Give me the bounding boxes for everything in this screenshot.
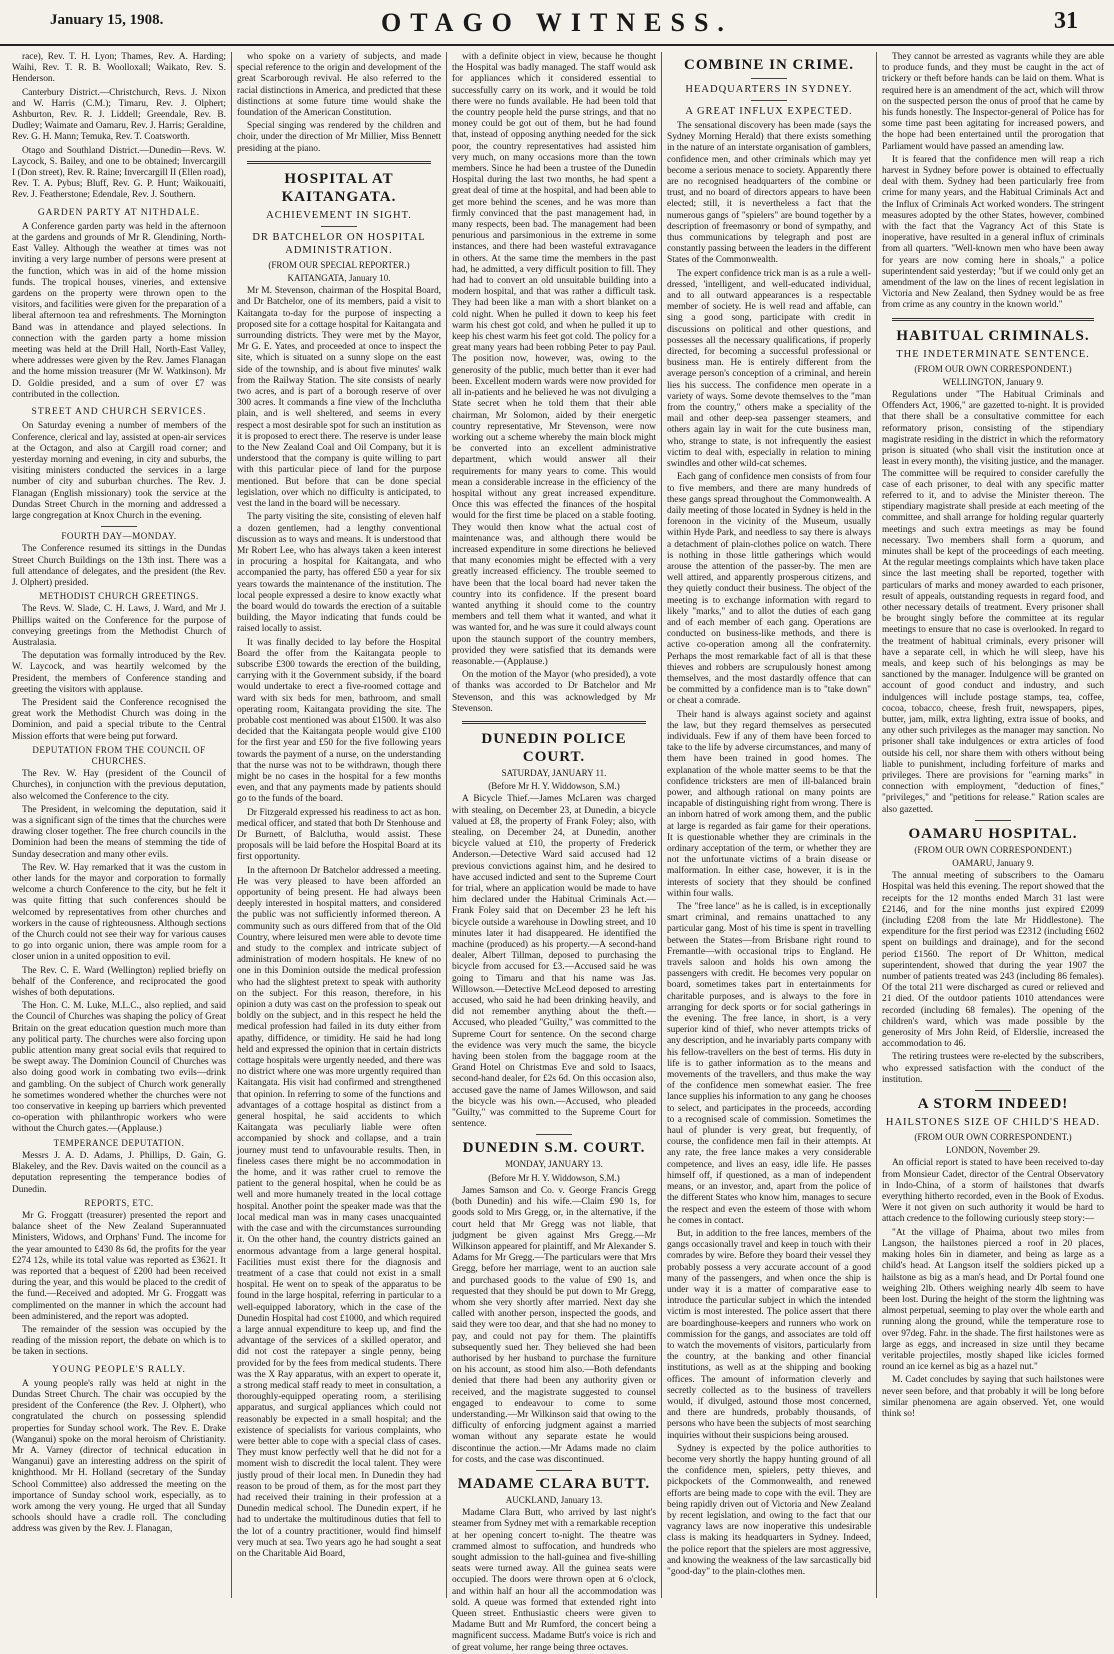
paragraph: On Saturday evening a number of members of the Conference, clerical and lay, assisted at open-air services at the Octagon, and also at Cargill road corner; and yesterday morning and evening, in city and suburbs, the visiting ministers conducted the services in a large number of city and suburban churches. The Rev. J. Flanagan (English missionary) took the service at the Dundas Street Church in the morning and addressed a large congregation at Knox Church in the evening.: [12, 421, 226, 521]
paragraph: The retiring trustees were re-elected by the subscribers, who expressed satisfaction with the conduct of the institution.: [882, 1052, 1104, 1085]
paragraph: The Rev. C. E. Ward (Wellington) replied briefly on behalf of the Conference, and reciprocated the good wishes of both deputations.: [12, 965, 226, 999]
divider: [321, 226, 357, 227]
paragraph: But, in addition to the free lances, members of the gangs occasionally travel and keep in touch with their comrades by wire. Before they board their vessel they probably possess a very accurate account of a good many of the passengers, and when once the ship is under way it is a matter of comparative ease to introduce the particular subject in which the intended victim is most interested. The police assert that there are boardinghouse-keepers and runners who work on commission for the gangs, and associates are told off to watch the movements of visitors, particularly from the country, at the banking and other financial institutions, as well as at the shipping and booking offices. The amount of information cleverly and secretly collected as to the business of travellers would, if divulged, astound those most concerned, and there are hundreds, probably thousands, of persons who have been the subjects of most searching inquiries without their suspicions being aroused.: [667, 1228, 871, 1441]
paragraph: "At the village of Phaima, about two miles from Langson, the hailstones pierced a roof in 20 places, making holes 6in in diameter, and being as large as a child's head. At Langson itself the soldiers picked up a hailstone as big as a man's head, and Dr Portal found one weighing 2lb. Others weighing nearly 4lb seem to have been lost. During the height of the storm the lightning was almost perpetual, seeming to play over the whole earth and running along the ground, while the temperature rose to over 97deg. Fahr. in the shade. The first hailstones were as large as eggs, and increased in size until they became veritable projectiles, mostly shaped like icicles formed round an ice kernel as big as a hazel nut.": [882, 1227, 1104, 1373]
paragraph: Mr G. Froggatt (treasurer) presented the report and balance sheet of the New Zealand Superannuated Ministers, Widows, and Orphans' Fund. The income for the year amounted to £430 8s 6d, the profits for the year £274 12s, while its total value was reported as £3621. It was reported that a bequest of £200 had been received during the year, and this would be placed to the credit of the fund.—Received and adopted. Mr G. Froggatt was complimented on the manner in which the account had been administered, and the report was adopted.: [12, 1210, 226, 1322]
column-rule: [661, 52, 662, 1598]
divider: [892, 318, 1094, 321]
paragraph: Otago and Southland District.—Dunedin—Revs. W. Laycock, S. Bailey, and one to be obtained; Invercargill I (Don street), Rev. R. Raine; Invercargill II (Ellen road), Rev. T. A. Pybus; Bluff, Rev. G. P. Hunt; Waikouaiti, Rev. J. Featherstone; Edendale, Rev. J. Southern.: [12, 145, 226, 201]
paragraph: The President said the Conference recognised the great work the Methodist Church was doing in the Dominion, and paid a special tribute to the Central Mission efforts that were being put forward.: [12, 697, 226, 742]
column-2: [237, 52, 441, 1600]
paragraph: Sydney is expected by the police authorities to become very shortly the happy hunting ground of all the confidence men, spielers, petty thieves, and pickpockets of the Commonwealth, and renewed efforts are being made to cope with the evil. They are being rapidly driven out of Victoria and New Zealand by recent legislation, and owing to the fact that our vagrancy laws are now inoperative this undesirable class is making its headquarters in Sydney. Indeed, the police report that the spielers are most aggressive, and knowing the weakness of the law sarcastically bid "good-day" to the plain-clothes men.: [667, 1443, 871, 1577]
paragraph: In the afternoon Dr Batchelor addressed a meeting. He was very pleased to have been afforded an opportunity of being present. He had always been deeply interested in hospital matters, and considered the public was not sufficiently informed thereon. A community such as ours differed from that of the Old Country, where leisured men were able to devote time and study to the complex and intricate subject of administration of modern hospitals. He knew of no one in this Dominion outside the medical profession who had the slightest pretext to speak with authority on the subject. For this reason, therefore, in his opinion a duty was cast on the profession to speak out boldly on the subject, and in this respect he held the medical profession had failed in its duty either from apathy, diffidence, or timidity. He said he had long held and expressed the opinion that in certain districts cottage hospitals were urgently needed, and there was no district where one was more urgently required than Kaitangata. His visit had confirmed and strengthened that opinion. In referring to some of the functions and advantages of a cottage hospital as distinct from a general hospital, he said accidents to which Kaitangata was peculiarly liable were often accompanied by shock and collapse, and a train journey must tend to unfavourable results. Then, in fineless cases there might be no accommodation in the home, and it was rather cruel to remove the patient to the general hospital, when he could be as well and more humanely treated in the local cottage hospital. Another point the speaker made was that the local medical man was in many cases unacquainted with the case and with the circumstances surrounding it. On the other hand, the country districts gained an enormous advantage from a large general hospital. Facilities must exist there for the diagnosis and treatment of a case that could not exist in a small hospital. He went on to speak of the apparatus to be found in the large hospital, referring in particular to a well-equipped laboratory, which in the case of the Dunedin Hospital had cost £1000, and which required a large annual expenditure to keep up, and find the advantage of the services of a skilled operator, and did not cost the ratepayer a single penny, being provided for by the fees from medical students. There was the X Ray apparatus, with an expert to operate it, a strong medical staff ready to meet in consultation, a thoroughly-equipped operating room, a sterilising apparatus, and surgical appliances which could not reasonably be expected in a small hospital; and the existence of specialists for various complaints, who were better able to cope with a special class of cases. They must know perfectly well that he did not for a moment wish to discredit the local talent. They were justly proud of their local men. In Dunedin they had reason to be proud of them, as for the most part they had received their training in their profession at a Dunedin medical school. The Dunedin expert, if he had to undertake the multitudinous duties that fell to the lot of a country practitioner, would find himself very much at sea. Two years ago he had sought a seat on the Charitable Aid Board,: [237, 865, 441, 1559]
paragraph: On the motion of the Mayor (who presided), a vote of thanks was accorded to Dr Batchelor and Mr Stevenson, and this was acknowledged by Mr Stevenson.: [452, 670, 656, 714]
paragraph: A Bicycle Thief.—James McLaren was charged with stealing, on December 23, at Dunedin, a bicycle valued at £8, the property of Frank Foley; also, with stealing, on December 24, at Dunedin, another bicycle valued at £10, the property of Frederick Anderson.—Detective Ward said accused had 12 previous convictions against him, and he desired to have accused indicted and sent to the Supreme Court for trial, where an application would be made to have him declared under the Habitual Criminals Act.—Frank Foley said that on December 23 he left his bicycle outside a warehouse in Dowling street, and 10 minutes later it had disappeared. He identified the machine (produced) as his property.—A second-hand dealer, Albert Tillman, deposed to purchasing the bicycle from accused for £3.—Accused said he was going to Timaru and that his name was Jas. Willowson.—Detective McLeod deposed to arresting accused, who said he had been drinking heavily, and did not remember anything about the theft.—Accused, who pleaded "Guilty," was committed to the Supreme Court for sentence. On the second charge the evidence was very much the same, the bicycle having been stolen from the baggage room at the Grand Hotel on Christmas Eve and sold to Isaacs, second-hand dealer, for £2s 6d. On this occasion also, accused gave the name of James Willowson, and said the bicycle was his own.—Accused, who pleaded "Guilty," was committed to the Supreme Court for sentence.: [452, 794, 656, 1130]
column-rule: [231, 52, 232, 1598]
paragraph: The Hon. C. M. Luke, M.L.C., also replied, and said the Council of Churches was shaping the policy of Great Britain on the great education question much more than any political party. The churches were also forcing upon public attention many great social evils that required to be swept away. The Dominion Council of Churches was also doing good work in combating two evils—drink and gambling. On the subject of Church work generally he sometimes wondered whether the churches were not too conservative in keeping up barriers which prevented co-operation with philanthropic workers who were without the Church gates.—(Applause.): [12, 1001, 226, 1135]
masthead: [0, 0, 1114, 46]
paragraph: with a definite object in view, because he thought the Hospital was badly managed. The staff would ask for appliances which it considered essential to successfully carry on its work, and it would be told there were no funds available. He had been told that the country people held the purse strings, and that no money could be got out of them, but he had found that, instead of opposing anything needed for the sick poor, the country representatives had assisted him very much, on many occasions more than the town members. Since he had been a trustee of the Dunedin Hospital during the last two months, he had spent a great deal of time at the hospital, and had been able to get more behind the scenes, and he was more than firmly convinced that the past management had, in many respects, been bad. The management had been penurious and parsimonious in the extreme in some instances, and there had been wasteful extravagance in others. At the same time the members in the past had, he admitted, a very difficult position to fill. They had had to convert an old unsuitable building into a modern hospital, and that was rather a difficult task. They had been like a man with a short blanket on a cold night. When he pulled it down to keep his feet warm his chest got cold, and when he pulled it up to keep his chest warm his feet got cold. The policy for a great many years had been robbing Peter to pay Paul. The position now, however, was, owing to the generosity of the public, much better than it ever had been. Excellent modern wards were now provided for all in-patients and he believed he was not divulging a State secret when he told them that their able chairman, Mr Solomon, aided by their energetic country representative, Mr Stevenson, were now working out a scheme whereby the main block might be converted into an excellent administrative department, which would answer all their requirements for many years to come. This would mean a considerable increase in the efficiency of the hospital without any great increased expenditure. Once this was effected the finances of the hospital would for the first time be placed on a stable footing. They would then know what the actual cost of maintenance was, and although there would be increased expenditure in some directions he believed that many economies might be effected with a very greatly increased efficiency. The trouble seemed to have been that the local board had never taken the country into its confidence. If the present board wanted anything it should come to the country members and tell them what it wanted, and what it was wanted for, and he was sure it could always count upon the staunch support of the country members, provided they were satisfied that its demands were reasonable.—(Applause.): [452, 52, 656, 667]
dateline: MONDAY, JANUARY 13.: [505, 1159, 603, 1170]
divider: [751, 78, 787, 79]
paragraph: The Revs. W. Slade, C. H. Laws, J. Ward, and Mr J. Phillips waited on the Conference for the purpose of conveying greetings from the Methodist Church of Australasia.: [12, 604, 226, 648]
paragraph: A Conference garden party was held in the afternoon at the gardens and grounds of Mr R. Glendining, North-East Valley. Although the weather at times was not inviting a very large number of persons were present at the function, which was in aid of the home mission funds. The tropical houses, vineries, and extensive gardens on the property were thrown open to the visitors, and facilities were given for the preparation of a liberal afternoon tea and refreshments. The Mornington Band was in attendance and played selections. In connection with the garden party a home mission meeting was held at the Drill Hall, North-East Valley, where addresses were given by the Rev. James Flanagan and the home mission treasurer (Mr W. Watkinson). Mr D. Goldie presided, and a sum of over £7 was contributed in the collection.: [12, 221, 226, 400]
article-subheadline: ACHIEVEMENT IN SIGHT.: [266, 209, 412, 221]
column-rule: [876, 52, 877, 1598]
article-subheadline: THE INDETERMINATE SENTENCE.: [896, 348, 1090, 360]
divider: [536, 1470, 572, 1471]
divider: [975, 1090, 1011, 1091]
paragraph: The Rev. W. Hay (president of the Council of Churches), in conjunction with the previous deputation, also welcomed the Conference to the city.: [12, 769, 226, 802]
paragraph: Special singing was rendered by the children and choir, under the direction of Mr Millier, Miss Bennett presiding at the piano.: [237, 121, 441, 154]
section-heading: METHODIST CHURCH GREETINGS.: [39, 591, 199, 602]
article-subheadline: HEADQUARTERS IN SYDNEY.: [685, 84, 853, 95]
article-headline: DUNEDIN S.M. COURT.: [462, 1140, 646, 1157]
paragraph: The Rev. W. Hay remarked that it was the custom in other lands for the mayor and corporation to formally welcome a church Conference to the city, but he felt it was quite fitting that such conferences should be welcomed by representatives from other churches and workers in the cause of righteousness. Although sections of the Church could not see their way for various causes to go into organic union, there was ample room for a closer union in a united opposition to evil.: [12, 862, 226, 963]
issue-date: January 15, 1908.: [50, 12, 164, 28]
paragraph: Each gang of confidence men consists of from four to five members, and there are many hundreds of these gangs spread throughout the Commonwealth. A daily meeting of those located in Sydney is held in the forenoon in the vicinity of the Museum, usually within Hyde Park, and needless to say there is always a detachment of plain-clothes police on watch. There is nothing in those little gatherings which would arouse the attention of the passer-by. The men are well attired, and apparently prosperous citizens, and they quietly conduct their business. The object of the meeting is to exchange information with regard to likely "marks," and to allot the duties of each gang and of each member of each gang. Operations are conducted on business-like methods, and there is active co-operation among all the confraternity. Perhaps the most remarkable fact of all is that these thieves and robbers are scrupulously honest among themselves, and the most dastardly offence that can be committed by a confidence man is to "take down" or cheat a comrade.: [667, 472, 871, 707]
divider: [101, 526, 137, 527]
divider: [247, 161, 431, 164]
divider: [536, 1134, 572, 1135]
article-headline: MADAME CLARA BUTT.: [457, 1475, 651, 1492]
dateline: WELLINGTON, January 9.: [942, 376, 1044, 387]
paragraph: The annual meeting of subscribers to the Oamaru Hospital was held this evening. The report showed that the receipts for the 12 months ended March 31 last were £2146, and for the nine months just expired £2099 (including £208 from the late Mr Hiddlestone). The expenditure for the first period was £2312 (including £602 spent on buildings and drainage), and for the second period £1560. The report of Dr Whitton, medical superintendent, showed that during the year 1907 the number of patients treated was 243 (including 86 females). Of the total 211 were discharged as cured or relieved and 21 died. Of the outdoor patients 1010 attendances were recorded (including 68 females). The opening of the children's ward, which was made possible by the generosity of Mrs John Reid, of Elderslie, increased the accommodation to 46.: [882, 871, 1104, 1050]
byline: (FROM OUR OWN CORRESPONDENT.): [914, 1132, 1072, 1143]
article-headline: HABITUAL CRIMINALS.: [896, 327, 1090, 344]
paragraph: race), Rev. T. H. Lyon; Thames, Rev. A. Harding; Waihi, Rev. T. R. B. Woolloxall; Waikato, Rev. S. Henderson.: [12, 52, 226, 85]
article-headline: COMBINE IN CRIME.: [684, 57, 854, 73]
dateline: AUCKLAND, January 13.: [505, 1494, 603, 1505]
paragraph: They cannot be arrested as vagrants while they are able to produce funds, and they must be caught in the act of trickery or theft before hands can be laid on them. What is required here is an amendment of the act, which will throw on the suspected person the onus of proof that he came by his funds honestly. The Inspector-general of Police has for some time past been agitating for increased powers, and the hope had been entertained until the prorogation that Parliament would have passed an amending law.: [882, 52, 1104, 152]
article-headline: DUNEDIN POLICE COURT.: [481, 730, 627, 765]
paragraph: Mr M. Stevenson, chairman of the Hospital Board, and Dr Batchelor, one of its members, paid a visit to Kaitangata to-day for the purpose of inspecting a proposed site for a cottage hospital for Kaitangata and surrounding districts. They were met by the Mayor, Mr G. E. Yates, and proceeded at once to inspect the site, which is situated on a sunny slope on the east side of the township, and is about five minutes' walk from the Railway Station. The site consists of nearly two acres, and is part of a borough reserve of over 300 acres. It commands a fine view of the Inchclutha plain, and is well sheltered, and seems in every respect a most desirable spot for such an institution as it is proposed to erect there. The reserve is under lease to the New Zealand Coal and Oil Company, but it is understood that the company is quite willing to part with this particular piece of land for the purpose mentioned. But before that can be done special legislation, over which no difficulty is anticipated, to vest the land in the board will be necessary.: [237, 286, 441, 510]
paragraph: A young people's rally was held at night in the Dundas Street Church. The chair was occupied by the president of the Conference (the Rev. J. Olphert), who congratulated the church on possessing splendid properties for Sunday school work. The Rev. E. Drake (Wanganui) spoke on the moral heroism of Christianity. Mr A. Varney (director of technical education in Wanganui) gave an interesting address on the spirit of knighthood. Mr H. Holland (secretary of the Sunday School Committee) also addressed the meeting on the importance of Sunday school work, especially, as to work among the very young. He urged that all Sunday schools should have a cradle roll. The concluding address was given by the Rev. J. Flanagan,: [12, 1378, 226, 1535]
byline: (FROM OUR OWN CORRESPONDENT.): [914, 844, 1072, 855]
paragraph: Messrs J. A. D. Adams, J. Phillips, D. Gain, G. Blakeley, and the Rev. Davis waited on the council as a deputation representing the temperance bodies of Dunedin.: [12, 1150, 226, 1195]
newspaper-title: OTAGO WITNESS.: [381, 8, 733, 37]
divider: [751, 100, 787, 101]
paragraph: James Samson and Co. v. George Francis Gregg (both Dunedin) and his wife.—Claim £90 1s, for goods sold to Mrs Gregg, or, in the alternative, if the court held that Mr Gregg was not liable, that judgment be given against Mrs Gregg.—Mr Wilkinson appeared for plaintiff, and Mr Alexander S. Adams for Mr Gregg.—The particulars were that Mrs Gregg, before her marriage, went to an auction sale and purchased goods to the value of £90 1s, and requested that they should be put down to Mr Gregg, whom she very shortly after married. Next day she called with another person, inspected the goods, and said they were too dear, and that she had no money to pay, and could not pay for them. The plaintiffs subsequently sued her. They believed she had been authorised by her husband to purchase the furniture on his account, as stood him also.—Both defendants denied that there had been any authority given or received, and the magistrate suggested to counsel engaged to endeavour to come to some understanding.—Mr Wilkinson said that owing to the difficulty of enforcing judgment against a married woman without any separate estate he would discontinue the action.—Mr Adams made no claim for costs, and the case was discontinued.: [452, 1185, 656, 1465]
paragraph: The President, in welcoming the deputation, said it was a significant sign of the times that the churches were drawing closer together. The free church councils in the Dominion had been the means of stemming the tide of Sunday desecration and many other evils.: [12, 804, 226, 860]
paragraph: Canterbury District.—Christchurch, Revs. J. Nixon and W. Harris (C.M.); Timaru, Rev. J. Olphert; Ashburton, Rev. R. J. Liddell; Greendale, Rev. B. Dudley; Waimate and Oamaru, Rev. J. Harris; Geraldine, Rev. G. H. Mann; Temuka, Rev. T. Coatsworth.: [12, 87, 226, 143]
article-subheadline: A GREAT INFLUX EXPECTED.: [685, 106, 853, 117]
divider: [462, 721, 646, 724]
paragraph: It was finally decided to lay before the Hospital Board the offer from the Kaitangata people to subscribe £300 towards the erection of the building, carrying with it the Government subsidy, if the board would undertake to erect a five-roomed cottage and ward with six beds for men, bathroom, and small operating room, Kaitangata providing the site. The probable cost mentioned was about £1500. It was also decided that the Kaitangata people would give £100 for the first year and £50 for the five following years towards the payment of a nurse, on the understanding that the nurse was not to be withdrawn, though there might be no cases in the hospital for a few months even, and that any payments made by patients should go to the funds of the board.: [237, 637, 441, 805]
paragraph: Madame Clara Butt, who arrived by last night's steamer from Sydney met with a remarkable reception at her opening concert to-night. The theatre was crammed almost to suffocation, and hundreds who sought admission to the hall-guinea and five-shilling seats were turned away. All the guinea seats were occupied. The doors were thrown open at 6 o'clock, and within half an hour all the accommodation was sold. A queue was formed that extended right into Queen street. Enthusiastic cheers were given to Madame Butt and Mr Rumford, the concert being a magnificent success. Madame Butt's voice is rich and of great volume, her range being three octaves.: [452, 1508, 656, 1653]
paragraph: Their hand is always against society and against the law, but they regard themselves as persecuted individuals. Few if any of them have been forced to take to the life by adverse circumstances, and many of them have been trained in good homes. The explanation of the whole matter seems to be that the confidence tricksters are men of ill-balanced brain power, and although rational on many points are incapable of distinguishing right from wrong. There is an inborn hatred of work among them, and the public at large is regarded as fair game for their operations. It is questionable whether they are criminals in the ordinary acceptation of the term, or whether they are not the unfortunate victims of a brain disease or malformation. In either case, however, it is in the interests of society that they should be confined within four walls.: [667, 709, 871, 899]
paragraph: Regulations under "The Habitual Criminals and Offenders Act, 1906," are gazetted to-night. It is provided that there shall be a consultative committee for each reformatory prison, consisting of the stipendiary magistrate residing in the district in which the reformatory prison is situated (who shall visit the institution once at least in every month), the visiting justice, and the manager. The committee will be required to consider carefully the case of each prisoner, to deal with any specific matter referred to it, and to advise the Minister thereon. The stipendiary magistrate shall preside at each meeting of the committee, and shall arrange for holding regular quarterly meetings and such extra meetings as may be found necessary. Two members shall form a quorum, and minutes shall be kept of the proceedings of each meeting. At the regular meetings complaints which have taken place since the last meeting shall be reported, together with particulars of marks and money awarded to each prisoner, result of appeals, outstanding requests in regard food, and other necessary details of treatment. Every prisoner shall be brought singly before the committee at its regular meetings to ensure that no case is overlooked. In regard to the treatment of habitual criminals, every prisoner will have a separate cell, in which he will sleep, have his meals, and keep such of his belongings as may be sanctioned by the manager. Indulgence will be granted on account of good conduct and industry, and such indulgences will include postage stamps, tea, coffee, cocoa, tobacco, cheese, fresh fruit, newspapers, pipes, butter, jam, milk, extra lighting, extra issue of books, and any other such privileges as the manager may sanction. No prisoner shall take indulgences or extra articles of food outside his cell, nor share them with others without being liable to punishment, including forfeiture of marks and privileges. There are provisions for "earning marks" in connection with employment, "deduction of fines," "privileges," and "petitions for release." Ration scales are also gazetted.: [882, 390, 1104, 815]
section-heading: REPORTS, ETC.: [84, 1197, 154, 1208]
byline: (Before Mr H. Y. Widdowson, S.M.): [488, 781, 620, 792]
section-heading: YOUNG PEOPLE'S RALLY.: [52, 1364, 186, 1375]
column-5: [882, 52, 1104, 1600]
paragraph: M. Cadet concludes by saying that such hailstones were never seen before, and that probably it will be long before similar phenomena are again observed. Yet, one would think so!: [882, 1375, 1104, 1419]
byline: (FROM OUR SPECIAL REPORTER.): [268, 259, 410, 270]
dateline: SATURDAY, JANUARY 11.: [501, 767, 607, 778]
paragraph: The "free lance" as he is called, is in exceptionally smart criminal, and remains unattached to any particular gang. Most of his time is spent in travelling between the States—from Brisbane right round to Fremantle—with occasional trips to England. He travels saloon and holds his own among the passengers with credit. He becomes very popular on board, sometimes takes part in entertainments for charitable purposes, and is always to the fore in arranging for deck sports or for social gatherings in the evening. The free lance, in short, is a very superior kind of thief, who never attempts tricks of any description, and he invariably parts company with his fellow-travellers on the best of terms. His duty in life is to gather information as to the means and movements of the travellers, and thus make the way of the confidence men somewhat easier. The free lance supplies his information to any gang he chooses to select, and participates in the proceeds, according to a recognised scale of commission. Sometimes the haul of plunder is very great, but frequently, of course, the confidence men fail in their attempts. At any rate, the free lance makes a very considerable competence, and lives an easy, idle life. He passes himself off, if questioned, as a man of independent means, or an investor, and, apart from the police of the different States who know him, manages to secure the respect and even the esteem of those with whom he comes in contact.: [667, 902, 871, 1226]
page-number: 31: [1054, 8, 1078, 34]
paragraph: The deputation was formally introduced by the Rev. W. Laycock, and was heartily welcomed by the President, the members of Conference standing and greeting the visitors with applause.: [12, 651, 226, 695]
section-heading: FOURTH DAY—MONDAY.: [61, 531, 177, 542]
article-headline: OAMARU HOSPITAL.: [908, 825, 1078, 842]
article-headline: HOSPITAL AT KAITANGATA.: [281, 170, 397, 205]
paragraph: who spoke on a variety of subjects, and made special reference to the origin and development of the great Scarborough revival. He also referred to the racial distinctions in America, and predicted that these distinctions at some future time would shake the foundation of the American Constitution.: [237, 52, 441, 119]
column-1: [12, 52, 226, 1600]
dateline: LONDON, November 29.: [946, 1145, 1040, 1156]
paragraph: An official report is stated to have been received to-day from Monsieur Cadet, director of the Central Observatory in Indo-China, of a storm of hailstones that dwarfs everything hitherto recorded, even in the Book of Exodus. Were it not given on such authority it would be hard to attach credence to the following curiously steep story:—: [882, 1158, 1104, 1225]
article-subheadline: DR BATCHELOR ON HOSPITAL ADMINISTRATION.: [252, 231, 426, 256]
section-heading: TEMPERANCE DEPUTATION.: [53, 1137, 185, 1148]
divider: [975, 820, 1011, 821]
column-3: [452, 52, 656, 1653]
paragraph: Dr Fitzgerald expressed his readiness to act as hon. medical officer, and stated that both Dr Stenhouse and Dr Burnett, of Balclutha, would assist. These proposals will be laid before the Hospital Board at its first opportunity.: [237, 807, 441, 863]
paragraph: The Conference resumed its sittings in the Dundas Street Church Buildings on the 13th inst. There was a full attendance of delegates, and the president (the Rev. J. Olphert) presided.: [12, 544, 226, 588]
column-4: [667, 52, 871, 1600]
section-heading: STREET AND CHURCH SERVICES.: [31, 407, 207, 418]
article-subheadline: HAILSTONES SIZE OF CHILD'S HEAD.: [885, 1117, 1101, 1129]
dateline: KAITANGATA, January 10.: [287, 273, 391, 284]
paragraph: The sensational discovery has been made (says the Sydney Morning Herald) that there exists something in the nature of an interstate organisation of gamblers, confidence men, and other criminals which may yet become a serious menace to society. Apparently there are no recognised headquarters of the combine or trust, and no board of directors appears to have been elected; still, it is nevertheless a fact that the numerous gangs of "spielers" are bound together by a description of freemasonry or bond of sympathy, and thus communications by telegraph and post are constantly passing between the leaders in the different States of the Commonwealth.: [667, 121, 871, 266]
section-heading: DEPUTATION FROM THE COUNCIL OF CHURCHES.: [32, 744, 206, 766]
paragraph: The party visiting the site, consisting of eleven half a dozen gentlemen, had a lengthy conventional discussion as to ways and means. It is understood that Mr Robert Lee, who has always taken a keen interest in procuring a hospital for Kaitangata, and who accompanied the party, has offered £50 a year for six years towards the maintenance of the institution. The local people expressed a desire to know exactly what the board would do towards the erection of a suitable building, the Mayor indicating that funds could be raised locally to assist.: [237, 512, 441, 635]
dateline: OAMARU, January 9.: [952, 858, 1034, 868]
column-rule: [446, 52, 447, 1598]
article-headline: A STORM INDEED!: [917, 1096, 1069, 1113]
byline: (FROM OUR OWN CORRESPONDENT.): [914, 363, 1072, 374]
byline: (Before Mr H. Y. Widdowson, S.M.): [488, 1172, 620, 1183]
paragraph: It is feared that the confidence men will reap a rich harvest in Sydney before power is obtained to effectually deal with them. Sydney had been particularly free from crime for many years, and the Habitual Criminals Act and the Influx of Criminals Act worked wonders. The stringent measures adopted by the other States, however, combined with the fact that the Vagrancy Act of this State is inoperative, have resulted in a general influx of criminals from all quarters. "Well-known men who have been away for years are now coming here in shoals," a police superintendent said yesterday; "but if we could only get an amendment of the law on the lines of recent legislation in Victoria and New Zealand, then Sydney would be as free from crime as any country in the known world.": [882, 154, 1104, 311]
paragraph: The remainder of the session was occupied by the reading of the mission report, the debate on which is to be taken in sections.: [12, 1324, 226, 1358]
paragraph: The expert confidence trick man is as a rule a well-dressed, 'intelligent, and well-educated individual, and to all outward appearances is a respectable member of society. He is well read and affable, can sing a good song, participate with credit in discussions on political and other questions, and possesses all the necessary qualifications, if properly directed, for becoming a successful professional or business man. He is entirely different from the average person's conception of a criminal, and herein lies his success. The confidence men operate in a variety of ways. Some devote themselves to the "man from the country," others make a speciality of the mail and other deep-sea passenger steamers, and others again lay in wait for the cute business man, who, strange to state, is not infrequently the easiest victim to deal with, especially in relation to mining swindles and other wild-cat schemes.: [667, 268, 871, 470]
section-heading: GARDEN PARTY AT NITHDALE.: [37, 207, 201, 218]
